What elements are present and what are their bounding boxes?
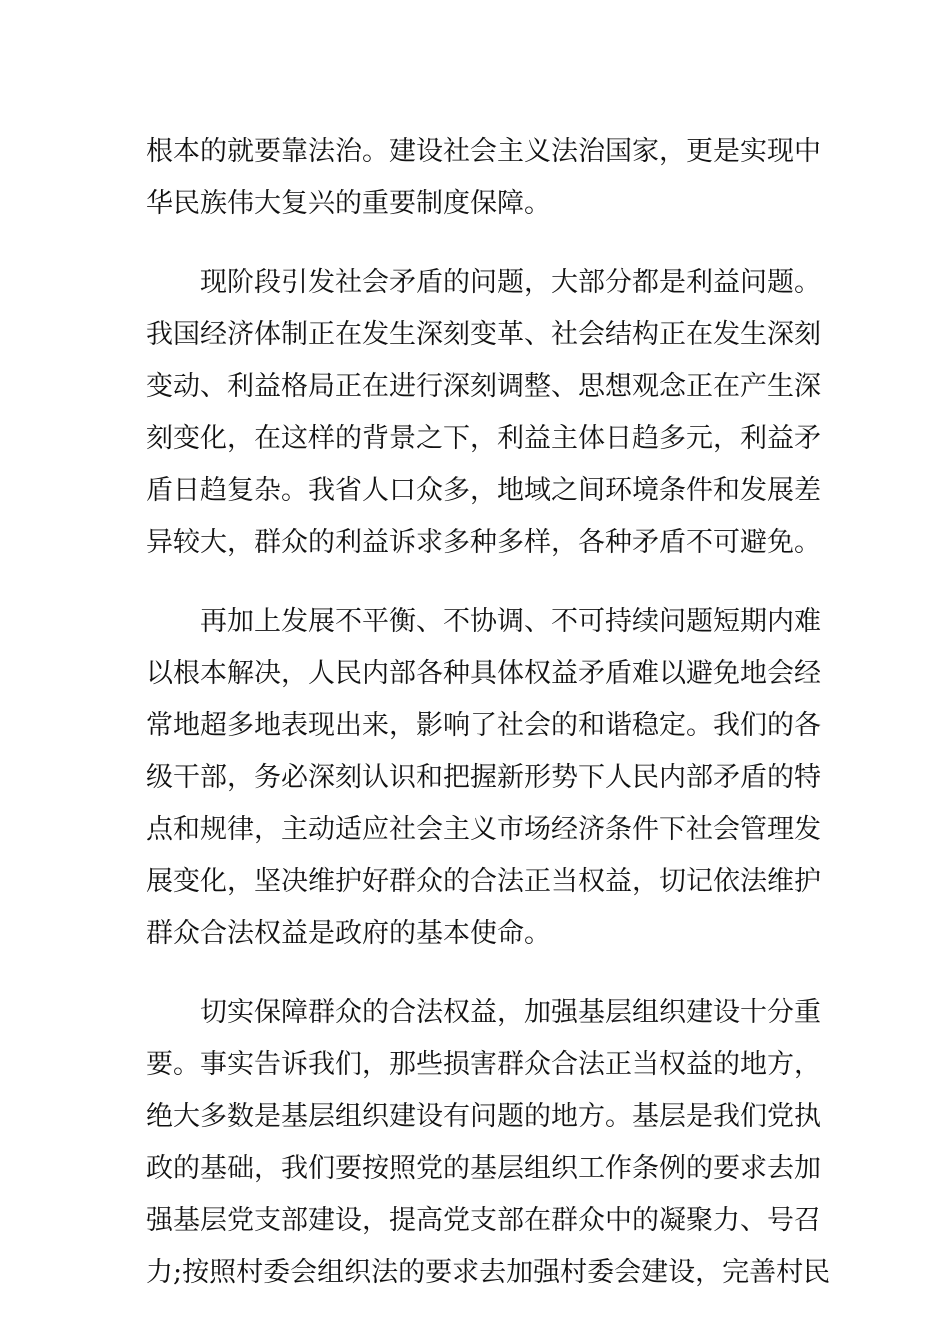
text-line: 切实保障群众的合法权益，加强基层组织建设十分重 (200, 997, 821, 1028)
text-line: 绝大多数是基层组织建设有问题的地方。基层是我们党执 (146, 1101, 821, 1132)
text-line: 力;按照村委会组织法的要求去加强村委会建设，完善村民 (146, 1257, 831, 1288)
text-line: 强基层党支部建设，提高党支部在群众中的凝聚力、号召 (146, 1205, 821, 1236)
text-line: 盾日趋复杂。我省人口众多，地域之间环境条件和发展差 (146, 475, 821, 506)
text-line: 根本的就要靠法治。建设社会主义法治国家，更是实现中 (146, 136, 821, 167)
text-line: 要。事实告诉我们，那些损害群众合法正当权益的地方， (146, 1049, 821, 1080)
text-line: 群众合法权益是政府的基本使命。 (146, 918, 551, 949)
text-line: 展变化，坚决维护好群众的合法正当权益，切记依法维护 (146, 866, 821, 897)
text-line: 变动、利益格局正在进行深刻调整、思想观念正在产生深 (146, 371, 821, 402)
paragraph-1 (146, 126, 821, 230)
text-line: 级干部，务必深刻认识和把握新形势下人民内部矛盾的特 (146, 762, 821, 793)
text-line: 异较大，群众的利益诉求多种多样，各种矛盾不可避免。 (146, 527, 821, 558)
text-line: 常地超多地表现出来，影响了社会的和谐稳定。我们的各 (146, 710, 821, 741)
text-line: 点和规律，主动适应社会主义市场经济条件下社会管理发 (146, 814, 821, 845)
paragraph-4 (146, 987, 831, 1299)
paragraph-2 (146, 257, 821, 569)
text-line: 我国经济体制正在发生深刻变革、社会结构正在发生深刻 (146, 319, 821, 350)
text-line: 再加上发展不平衡、不协调、不可持续问题短期内难 (200, 606, 821, 637)
text-line: 以根本解决，人民内部各种具体权益矛盾难以避免地会经 (146, 658, 821, 689)
text-line: 刻变化，在这样的背景之下，利益主体日趋多元，利益矛 (146, 423, 821, 454)
text-line: 华民族伟大复兴的重要制度保障。 (146, 188, 551, 219)
text-line: 现阶段引发社会矛盾的问题，大部分都是利益问题。 (200, 267, 821, 298)
text-line: 政的基础，我们要按照党的基层组织工作条例的要求去加 (146, 1153, 821, 1184)
paragraph-3 (146, 596, 821, 960)
body-text (146, 126, 831, 1299)
